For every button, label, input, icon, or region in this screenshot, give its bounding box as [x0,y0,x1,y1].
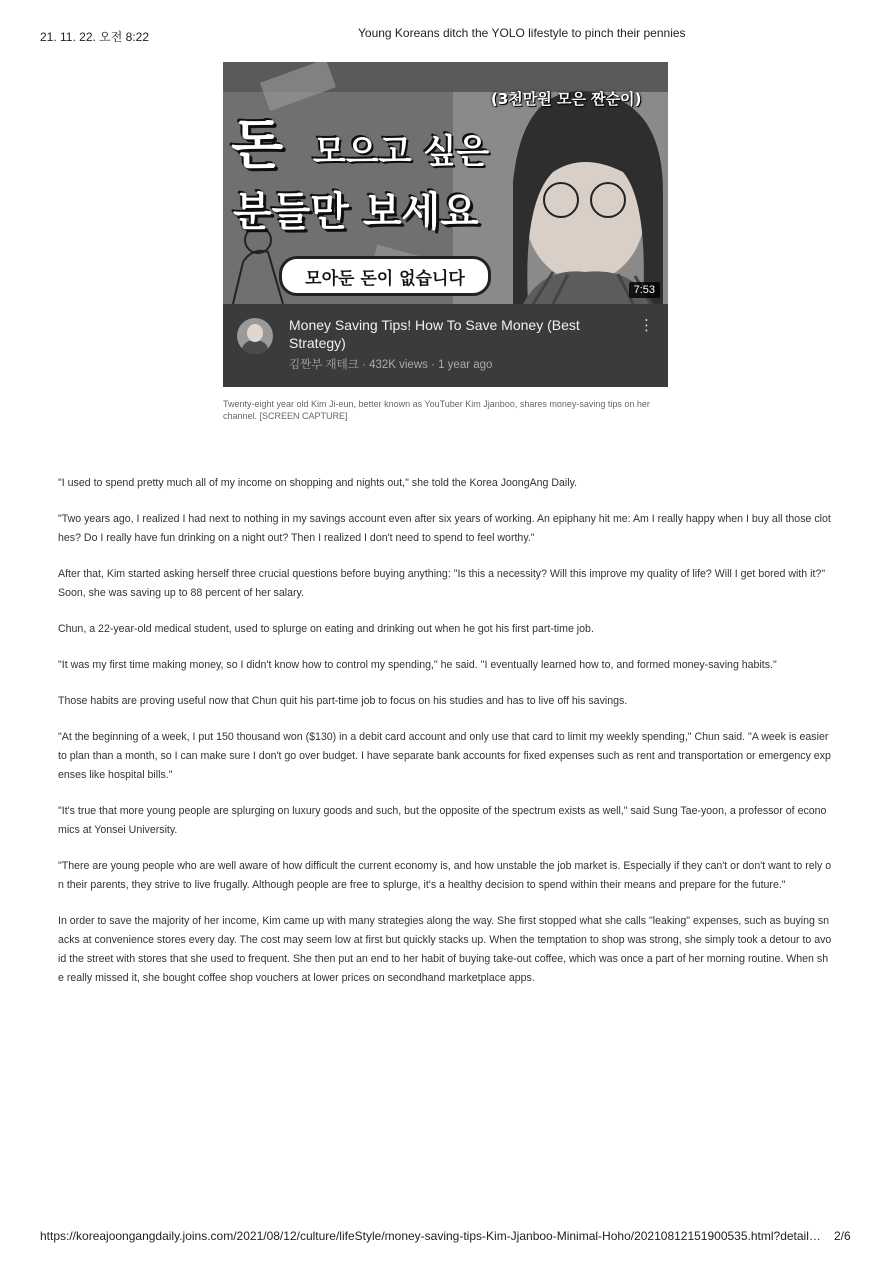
video-meta [223,304,668,387]
channel-avatar[interactable] [237,318,273,354]
article-paragraph: "I used to spend pretty much all of my income on shopping and nights out," she told the Korea JoongAng Daily. [58,477,578,489]
article-paragraph: "It's true that more young people are splurging on luxury goods and such, but the opposite of the spectrum exists as well," said Sung Tae-yoon, a professor of economics at Yonsei University. [58,805,827,836]
article-paragraph: "At the beginning of a week, I put 150 thousand won ($130) in a debit card account and only use that card to limit my weekly spending," Chun said. "A week is easier to plan than a month, so I can make sure I don't go over budget. I have separate bank accounts for fixed expenses such as rent and transportation or emergency expenses like hospital bills." [58,731,831,781]
thumbnail-line1: 모으고 싶은 [313,132,490,172]
thumbnail-line2: 분들만 보세요 [233,189,479,235]
image-caption: Twenty-eight year old Kim Ji-eun, better known as YouTuber Kim Jjanboo, shares money-saving tips on her channel. [SCREEN CAPTURE] [223,399,650,421]
article-body [58,474,832,1005]
article-paragraph: Those habits are proving useful now that Chun quit his part-time job to focus on his studies and has to live off his savings. [58,695,628,707]
article-paragraph: Chun, a 22-year-old medical student, used to splurge on eating and drinking out when he got his first part-time job. [58,623,594,635]
print-page-title: Young Koreans ditch the YOLO lifestyle to pinch their pennies [358,26,686,40]
thumbnail-speech-bubble [279,256,491,296]
video-channel-meta: 김짠부 재테크 · 432K views · 1 year ago [289,359,493,371]
article-paragraph: "It was my first time making money, so I didn't know how to control my spending," he said. "I eventually learned how to, and formed money-saving habits." [58,659,777,671]
article-paragraph: In order to save the majority of her income, Kim came up with many strategies along the way. She first stopped what she calls "leaking" expenses, such as buying snacks at convenience stores every day. The cost may seem low at first but quickly stacks up. When the temptation to shop was strong, she simply took a detour to avoid the street with stores that she used to frequent. She then put an end to her habit of buying take-out coffee, which was once a part of her morning routine. When she really missed it, she bought coffee shop vouchers at lower prices on secondhand marketplace apps. [58,915,832,984]
print-page-number: 2/6 [834,1229,851,1243]
article-paragraph: "There are young people who are well aware of how difficult the current economy is, and how unstable the job market is. Especially if they can't or don't want to rely on their parents, they strive to live frugally. Although people are free to splurge, it's a healthy decision to spend within their means and prepare for the future." [58,860,832,891]
print-datetime: 21. 11. 22. 오전 8:22 [40,30,150,44]
video-card[interactable] [223,62,668,387]
article-paragraph: After that, Kim started asking herself three crucial questions before buying anything: "Is this a necessity? Will this improve my quality of life? Will I get bored with it?" Soon, she was saving up to 88 percent of her salary. [58,568,826,599]
video-title[interactable]: Money Saving Tips! How To Save Money (Best Strategy) [289,317,580,351]
kebab-vertical-icon[interactable]: ⋮ [639,317,654,334]
print-url: https://koreajoongangdaily.joins.com/2021/08/12/culture/lifeStyle/money-saving-tips-Kim-Jjanboo-Minimal-Hoho/20210812151900535.html?detail… [40,1229,821,1243]
article-paragraph: "Two years ago, I realized I had next to nothing in my savings account even after six years of working. An epiphany hit me: Am I really happy when I buy all those clothes? Do I really have fun drinking on a night out? Then I realized I don't need to spend to feel worthy." [58,513,831,544]
thumbnail-big-char: 돈 [231,113,284,176]
video-duration-badge: 7:53 [629,282,660,298]
video-thumbnail[interactable] [223,62,668,304]
thumbnail-bubble-text: 모아둔 돈이 없습니다 [305,269,465,289]
thumbnail-subtitle: (3천만원 모은 짠순이) [491,90,642,108]
